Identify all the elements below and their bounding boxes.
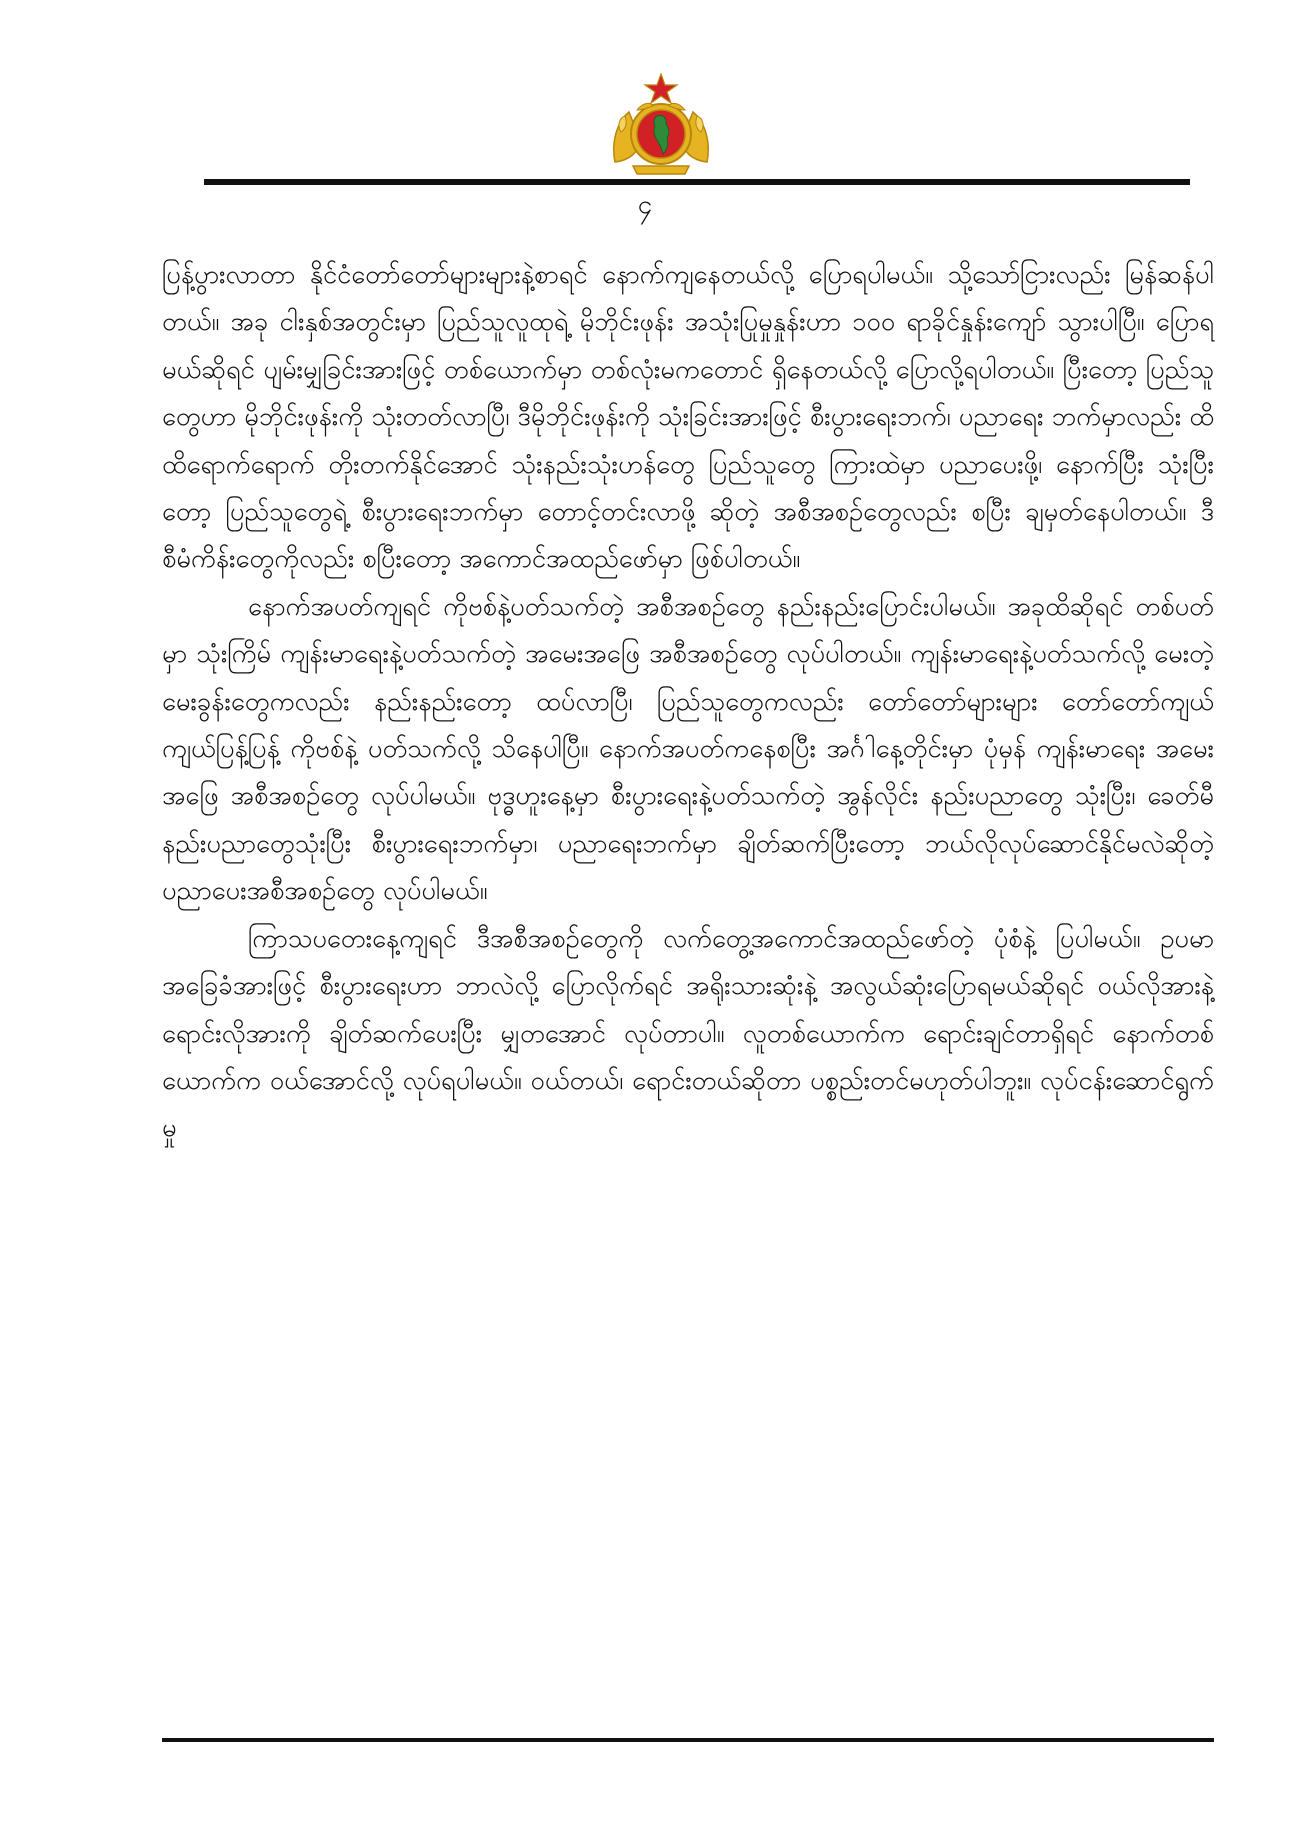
body-paragraph: ပြန့်ပွားလာတာ နိုင်ငံတော်တော်များများနဲ့စာရင် နောက်ကျနေတယ်လို့ ပြောရပါမယ်။ သို့သော်ငြားလည်း မြန်ဆန်ပါတယ်။ အခု ငါးနှစ်အတွင်းမှာ ပြည်သူလူထုရဲ့ မိုဘိုင်းဖုန်း အသုံးပြုမှုနှုန်းဟာ ၁၀၀ ရာခိုင်နှုန်းကျော် သွားပါပြီ။ ပြောရမယ်ဆိုရင် ပျမ်းမျှခြင်းအားဖြင့် တစ်ယောက်မှာ တစ်လုံးမကတောင် ရှိနေတယ်လို့ ပြောလို့ရပါတယ်။ ပြီးတော့ ပြည်သူတွေဟာ မိုဘိုင်းဖုန်းကို သုံးတတ်လာပြီ၊ ဒီမိုဘိုင်းဖုန်းကို သုံးခြင်းအားဖြင့် စီးပွားရေးဘက်၊ ပညာရေး ဘက်မှာလည်း ထိထိရောက်ရောက် တိုးတက်နိုင်အောင် သုံးနည်းသုံးဟန်တွေ ပြည်သူတွေ ကြားထဲမှာ ပညာပေးဖို့၊ နောက်ပြီး သုံးပြီးတော့ ပြည်သူတွေရဲ့ စီးပွားရေးဘက်မှာ တောင့်တင်းလာဖို့ ဆိုတဲ့ အစီအစဉ်တွေလည်း စပြီး ချမှတ်နေပါတယ်။ ဒီစီမံကိန်းတွေကိုလည်း စပြီးတော့ အကောင်အထည်ဖော်မှာ ဖြစ်ပါတယ်။ [162,260,1214,575]
footer-rule [162,1738,1214,1742]
header-rule [204,179,1190,185]
document-body [162,252,1214,1153]
body-paragraph: ကြာသပတေးနေ့ကျရင် ဒီအစီအစဉ်တွေကို လက်တွေ့အကောင်အထည်ဖော်တဲ့ ပုံစံနဲ့ ပြပါမယ်။ ဥပမာ အခြေခံအားဖြင့် စီးပွားရေးဟာ ဘာလဲလို့ ပြောလိုက်ရင် အရိုးသားဆုံးနဲ့ အလွယ်ဆုံးပြောရမယ်ဆိုရင် ဝယ်လိုအားနဲ့ ရောင်းလိုအားကို ချိတ်ဆက်ပေးပြီး မျှတအောင် လုပ်တာပါ။ လူတစ်ယောက်က ရောင်းချင်တာရှိရင် နောက်တစ်ယောက်က ဝယ်အောင်လို့ လုပ်ရပါမယ်။ ဝယ်တယ်၊ ရောင်းတယ်ဆိုတာ ပစ္စည်းတင်မဟုတ်ပါဘူး။ လုပ်ငန်းဆောင်ရွက်မှု [162,923,1214,1144]
state-seal-emblem [607,72,715,180]
body-paragraph: နောက်အပတ်ကျရင် ကိုဗစ်နဲ့ပတ်သက်တဲ့ အစီအစဉ်တွေ နည်းနည်းပြောင်းပါမယ်။ အခုထိဆိုရင် တစ်ပတ်မှာ သုံးကြိမ် ကျန်းမာရေးနဲ့ပတ်သက်တဲ့ အမေးအဖြေ အစီအစဉ်တွေ လုပ်ပါတယ်။ ကျန်းမာရေးနဲ့ပတ်သက်လို့ မေးတဲ့မေးခွန်းတွေကလည်း နည်းနည်းတော့ ထပ်လာပြီ၊ ပြည်သူတွေကလည်း တော်တော်များများ တော်တော်ကျယ်ကျယ်ပြန့်ပြန့် ကိုဗစ်နဲ့ ပတ်သက်လို့ သိနေပါပြီ။ နောက်အပတ်ကနေစပြီး အင်္ဂါနေ့တိုင်းမှာ ပုံမှန် ကျန်းမာရေး အမေးအဖြေ အစီအစဉ်တွေ လုပ်ပါမယ်။ ဗုဒ္ဓဟူးနေ့မှာ စီးပွားရေးနဲ့ပတ်သက်တဲ့ အွန်လိုင်း နည်းပညာတွေ သုံးပြီး၊ ခေတ်မီနည်းပညာတွေသုံးပြီး စီးပွားရေးဘက်မှာ၊ ပညာရေးဘက်မှာ ချိတ်ဆက်ပြီးတော့ ဘယ်လိုလုပ်ဆောင်နိုင်မလဲဆိုတဲ့ ပညာပေးအစီအစဉ်တွေ လုပ်ပါမယ်။ [162,591,1214,907]
page-number: ၄ [637,190,653,220]
